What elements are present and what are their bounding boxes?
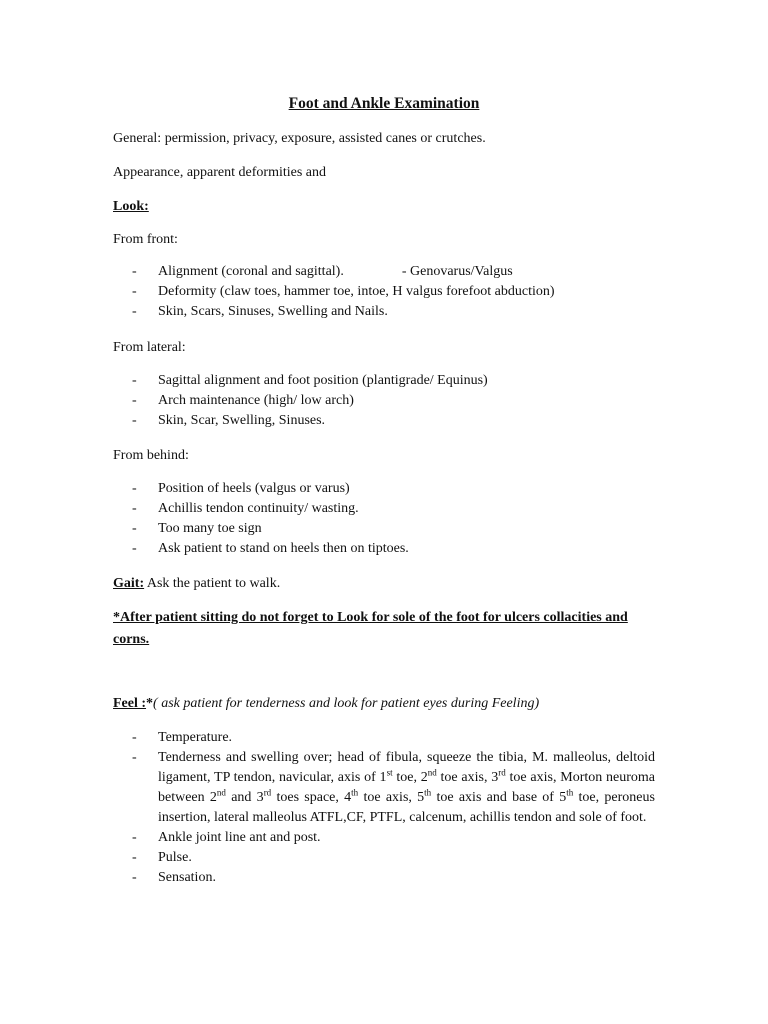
list-item: - Skin, Scars, Sinuses, Swelling and Nails. <box>132 304 388 319</box>
behind-list <box>113 479 655 559</box>
list-item: - Too many toe sign <box>132 521 262 536</box>
list-item: - Sensation. <box>132 870 216 885</box>
feel-note: ( ask patient for tenderness and look for patient eyes during Feeling) <box>153 696 540 711</box>
feel-list <box>113 728 655 888</box>
front-list <box>113 262 655 322</box>
feel-line: Feel :*( ask patient for tenderness and look for patient eyes during Feeling) <box>113 696 540 711</box>
list-item: - Ankle joint line ant and post. <box>132 830 321 845</box>
document-title: Foot and Ankle Examination <box>288 95 480 112</box>
list-item: - Temperature. <box>132 730 233 745</box>
list-item: - Skin, Scar, Swelling, Sinuses. <box>132 413 326 428</box>
list-item: - Pulse. <box>132 850 192 865</box>
list-item: - Sagittal alignment and foot position (plantigrade/ Equinus) <box>132 373 488 388</box>
feel-label: Feel : <box>113 696 147 711</box>
list-item: - Ask patient to stand on heels then on tiptoes. <box>132 541 409 556</box>
from-lateral-heading: From lateral: <box>113 340 186 355</box>
sitting-note: *After patient sitting do not forget to Look for sole of the foot for ulcers collacities and corns. <box>113 610 628 647</box>
appearance-line: Appearance, apparent deformities and <box>113 165 327 180</box>
list-item: - Tenderness and swelling over; head of fibula, squeeze the tibia, M. malleolus, deltoid ligament, TP tendon, navicular, axis of 1st toe, 2nd toe axis, 3rd toe axis, Morton neuroma between 2nd and 3rd toes space, 4th toe axis, 5th toe axis and base of 5th toe, peroneus insertion, lateral malleolus ATFL,CF, PTFL, calcenum, achillis tendon and sole of foot. <box>132 750 655 825</box>
gait-line <box>113 574 280 594</box>
from-behind-heading: From behind: <box>113 448 189 463</box>
list-item: - Arch maintenance (high/ low arch) <box>132 393 354 408</box>
from-front-heading: From front: <box>113 232 178 247</box>
list-item: - Deformity (claw toes, hammer toe, intoe, H valgus forefoot abduction) <box>132 284 555 299</box>
gait-label: Gait: <box>113 576 145 591</box>
list-item: - Achillis tendon continuity/ wasting. <box>132 501 359 516</box>
general-line: General: permission, privacy, exposure, assisted canes or crutches. <box>113 131 486 146</box>
look-heading: Look: <box>113 199 149 214</box>
gait-text: Ask the patient to walk. <box>144 576 281 591</box>
list-item: - Position of heels (valgus or varus) <box>132 481 350 496</box>
list-item: - Alignment (coronal and sagittal). - Genovarus/Valgus <box>132 264 513 279</box>
lateral-list <box>113 371 655 431</box>
